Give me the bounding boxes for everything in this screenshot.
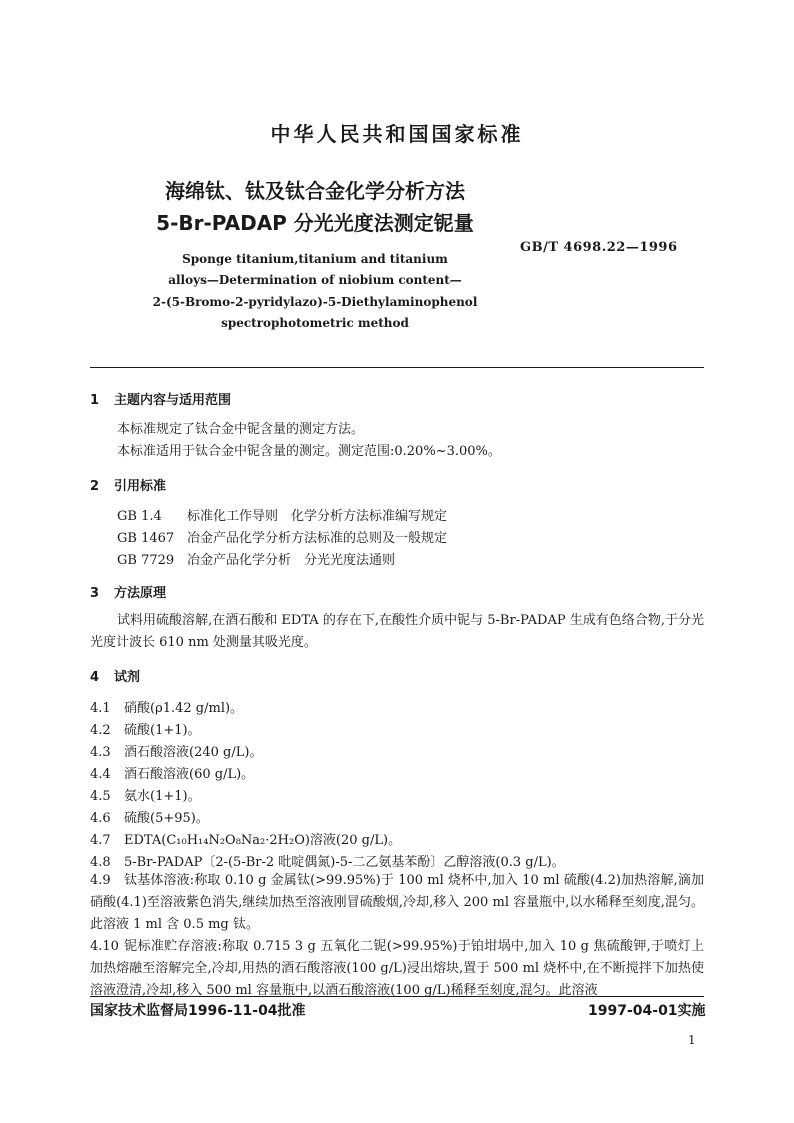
english-title-line: spectrophotometric method [221,316,409,330]
english-title-line: 2-(5-Bromo-2-pyridylazo)-5-Diethylaminophenol [152,295,478,309]
reference-title: 标准化工作导则 化学分析方法标准编写规定 [187,509,448,524]
section-number: 2 [90,479,100,494]
reference-code: GB 1467 [117,531,175,546]
page-number: 1 [688,1033,696,1047]
section-number: 4 [90,670,100,685]
reagent-item-4-9 [90,870,704,936]
item-text: 铌标准贮存溶液:称取 0.715 3 g 五氧化二铌(>99.95%)于铂坩埚中,加入 10 g 焦硫酸钾,于喷灯上加热熔融至溶解完全,冷却,用热的酒石酸溶液(100 g/L)浸出熔块,置于 500 ml 烧杯中,在不断搅拌下加热使溶液澄清,冷却,移入 500 ml 容量瓶中,以酒石酸溶液(100 g/L)稀释至刻度,混匀。此溶液 [90,939,704,998]
item-number: 4.1 [90,701,111,716]
reference-item [117,505,447,524]
reference-item [117,527,447,546]
item-number: 4.5 [90,789,111,804]
section-title: 试剂 [114,670,141,685]
reference-title: 冶金产品化学分析 分光光度法通则 [187,553,396,568]
item-number: 4.8 [90,855,111,870]
section-1-line-2: 本标准适用于钛合金中铌含量的测定。测定范围:0.20%~3.00%。 [117,444,501,459]
reference-item [117,549,395,568]
reagent-item-4-10 [90,936,704,1002]
item-text: 酒石酸溶液(240 g/L)。 [124,745,263,760]
item-text: 酒石酸溶液(60 g/L)。 [124,767,255,782]
reagent-item [90,763,254,782]
item-number: 4.10 [90,939,119,954]
item-text: EDTA(C₁₀H₁₄N₂O₈Na₂·2H₂O)溶液(20 g/L)。 [124,833,402,848]
reagent-item [90,719,201,738]
reference-code: GB 1.4 [117,509,162,524]
item-text: 硝酸(ρ1.42 g/ml)。 [124,701,244,716]
national-standard-heading: 中华人民共和国国家标准 [270,122,524,146]
item-number: 4.9 [90,873,111,888]
section-number: 1 [90,393,100,408]
reagent-item [90,697,243,716]
reagent-item [90,829,401,848]
item-text: 5-Br-PADAP〔2-(5-Br-2 吡啶偶氮)-5-二乙氨基苯酚〕乙醇溶液(0.3 g/L)。 [124,855,565,870]
item-number: 4.2 [90,723,111,738]
reagent-item [90,741,262,760]
section-3-paragraph: 试料用硫酸溶解,在酒石酸和 EDTA 的存在下,在酸性介质中铌与 5-Br-PADAP 生成有色络合物,于分光光度计波长 610 nm 处测量其吸光度。 [90,613,704,650]
reagent-item [90,785,201,804]
reference-code: GB 7729 [117,553,175,568]
section-4-heading [90,666,140,685]
english-title-line: Sponge titanium,titanium and titanium [182,252,448,266]
implementation-date: 1997-04-01实施 [588,1003,706,1019]
item-number: 4.6 [90,811,111,826]
section-1-line-1: 本标准规定了钛合金中铌含量的测定方法。 [117,422,365,437]
footer-rule [90,996,704,997]
title-line-1: 海绵钛、钛及钛合金化学分析方法 [165,179,465,203]
standard-number: GB/T 4698.22—1996 [520,240,678,255]
item-text: 硫酸(5+95)。 [124,811,209,826]
item-text: 氨水(1+1)。 [124,789,201,804]
section-title: 方法原理 [114,586,167,601]
reagent-item [90,807,209,826]
item-text: 硫酸(1+1)。 [124,723,201,738]
section-3-heading [90,582,166,601]
reference-title: 冶金产品化学分析方法标准的总则及一般规定 [187,531,448,546]
item-number: 4.4 [90,767,111,782]
header-rule [90,367,704,368]
title-line-2: 5-Br-PADAP 分光光度法测定铌量 [156,211,474,235]
section-1-heading [90,389,231,408]
approval-note: 国家技术监督局1996-11-04批准 [90,1003,306,1019]
section-title: 引用标准 [114,479,167,494]
item-number: 4.3 [90,745,111,760]
item-number: 4.7 [90,833,111,848]
reagent-item [90,851,565,870]
section-title: 主题内容与适用范围 [114,393,232,408]
item-text: 钛基体溶液:称取 0.10 g 金属钛(>99.95%)于 100 ml 烧杯中,加入 10 ml 硫酸(4.2)加热溶解,滴加硝酸(4.1)至溶液紫色消失,继续加热至溶液刚冒硫酸烟,冷却,移入 200 ml 容量瓶中,以水稀释至刻度,混匀。此溶液 1 ml 含 0.5 mg 钛。 [90,873,704,932]
section-number: 3 [90,586,100,601]
english-title-line: alloys—Determination of niobium content— [168,273,462,287]
section-2-heading [90,475,166,494]
